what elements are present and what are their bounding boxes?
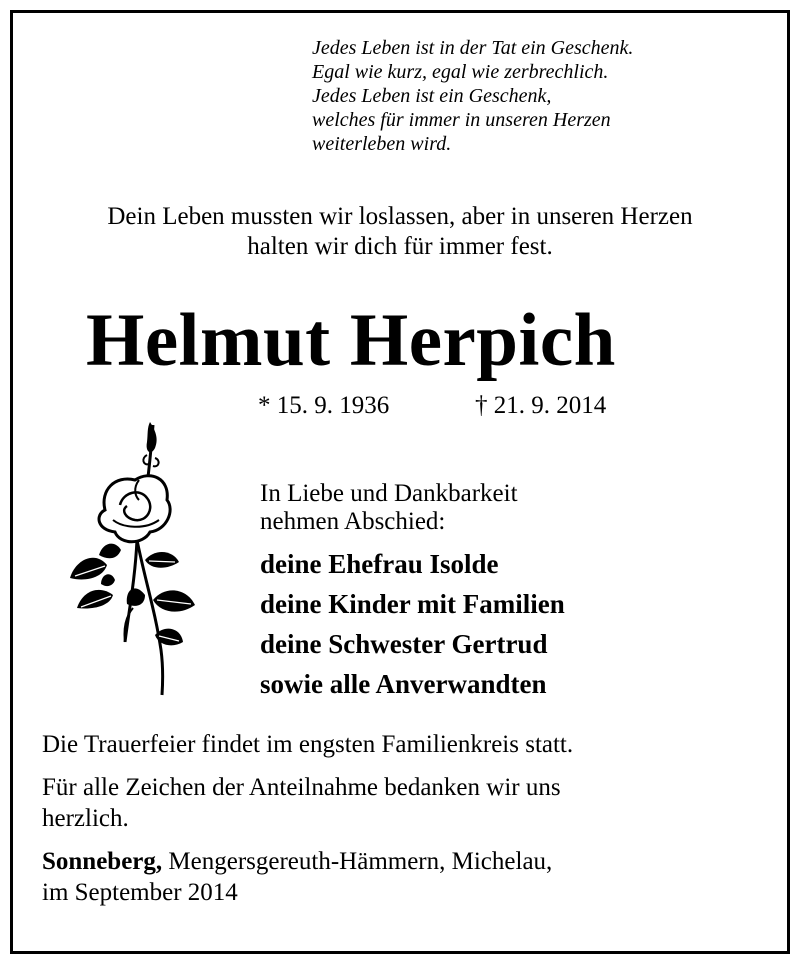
mourner-name: sowie alle Anverwandten [260,669,547,699]
thanks-note [42,772,573,834]
intro-line: Dein Leben mussten wir loslassen, aber in unseren Herzen [107,203,693,230]
poem [312,36,633,156]
closing-notes [42,729,573,920]
intro-text [0,202,800,262]
poem-line: weiterleben wird. [312,133,452,155]
thanks-line: herzlich. [42,805,129,832]
deceased-name: Helmut Herpich [86,299,616,382]
mourner-name: deine Kinder mit Familien [260,589,565,619]
notice-date: im September 2014 [42,879,238,906]
mourners-intro: In Liebe und Dankbarkeit [260,480,518,507]
mourner-name: deine Schwester Gertrud [260,629,548,659]
poem-line: Jedes Leben ist ein Geschenk, [312,85,552,107]
thanks-line: Für alle Zeichen der Anteilnahme bedanken wir uns [42,774,561,801]
birth-date: * 15. 9. 1936 [258,392,390,419]
death-date: † 21. 9. 2014 [475,392,607,419]
mourner-name: deine Ehefrau Isolde [260,549,499,579]
place-others: Mengersgereuth-Hämmern, Michelau, [162,848,553,875]
mourners-block [260,480,565,704]
poem-line: Egal wie kurz, egal wie zerbrechlich. [312,61,609,83]
rose-icon [55,410,215,700]
poem-line: welches für immer in unseren Herzen [312,109,611,131]
ceremony-note: Die Trauerfeier findet im engsten Familienkreis statt. [42,731,574,758]
place-date [42,846,573,908]
mourners-intro: nehmen Abschied: [260,508,446,535]
intro-line: halten wir dich für immer fest. [247,233,553,260]
place-town: Sonneberg, [42,848,163,875]
poem-line: Jedes Leben ist in der Tat ein Geschenk. [312,37,634,59]
